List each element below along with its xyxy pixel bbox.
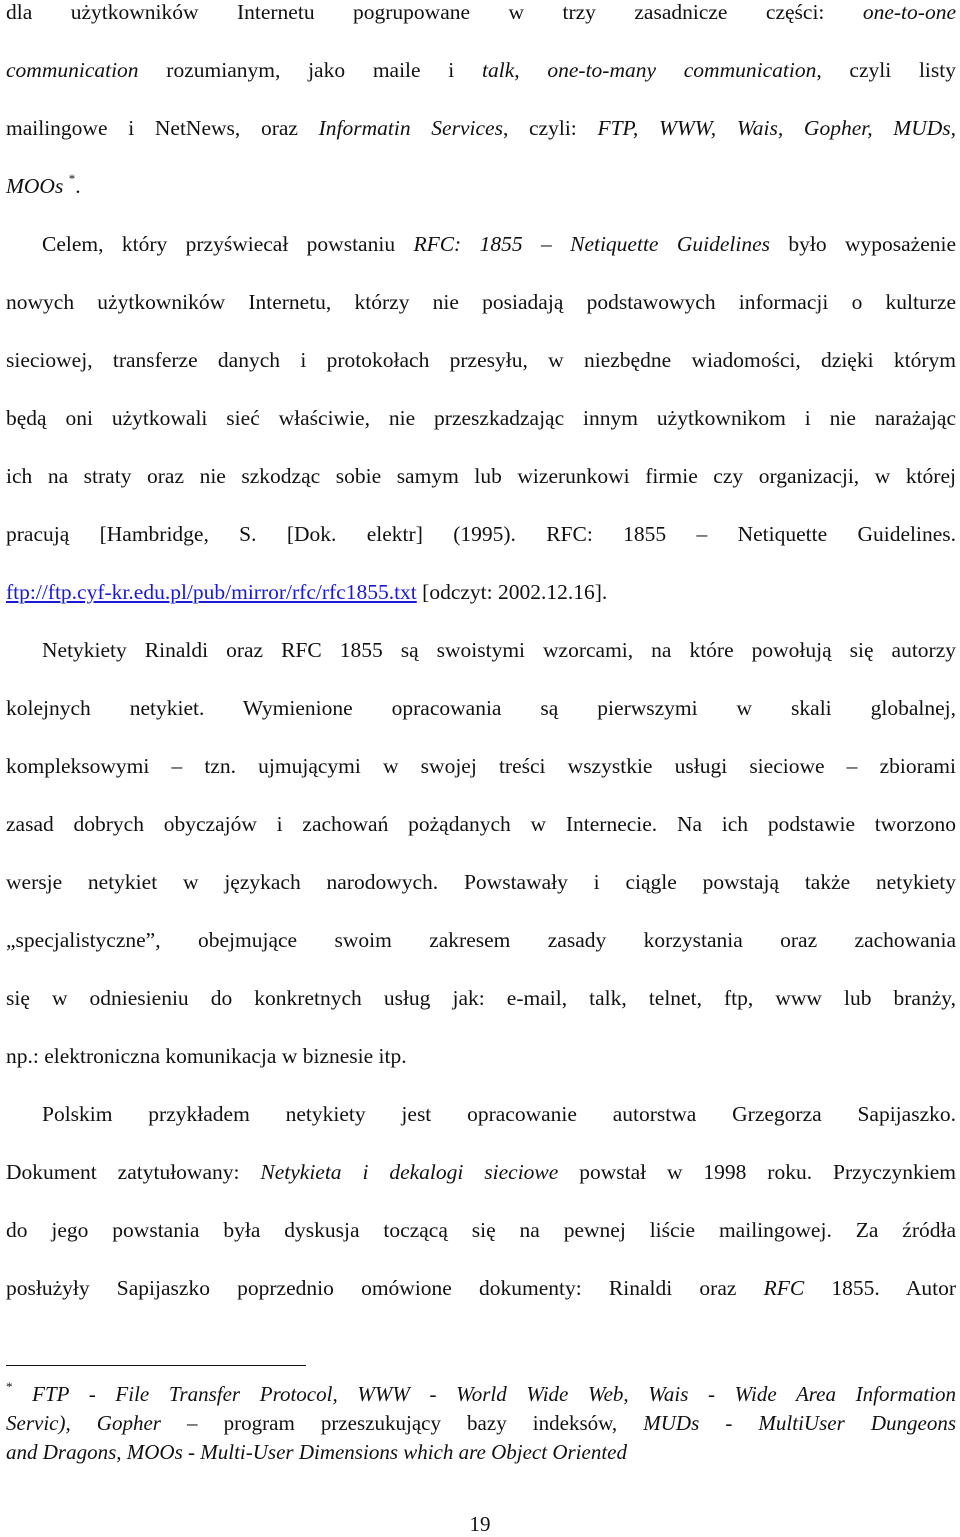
- text: powstał w 1998 roku. Przyczynkiem: [558, 1160, 956, 1184]
- p3-line-2: kolejnych netykiet. Wymienione opracowania są pierwszymi w skali globalnej,: [6, 696, 956, 720]
- text: rozumianym, jako maile i: [138, 58, 483, 82]
- p3-line-1: Netykiety Rinaldi oraz RFC 1855 są swoistymi wzorcami, na które powołują się autorzy: [42, 638, 956, 662]
- p4-line-2: [6, 1158, 956, 1186]
- text-italic: talk: [482, 58, 515, 82]
- footnote-marker[interactable]: *: [68, 170, 76, 186]
- p2-line-4: będą oni użytkowali sieć właściwie, nie przeszkadzając innym użytkownikom i nie narażając: [6, 406, 956, 430]
- rfc1855-link[interactable]: ftp://ftp.cyf-kr.edu.pl/pub/mirror/rfc/rfc1855.txt: [6, 580, 417, 604]
- text: 1855. Autor: [804, 1276, 956, 1300]
- p2-line-3: sieciowej, transferze danych i protokołach przesyłu, w niezbędne wiadomości, dzięki którym: [6, 348, 956, 372]
- p3-line-5: wersje netykiet w językach narodowych. Powstawały i ciągle powstają także netykiety: [6, 870, 956, 894]
- text: posłużyły Sapijaszko poprzednio omówione dokumenty: Rinaldi oraz: [6, 1276, 764, 1300]
- text-italic: Informatin Services: [318, 116, 503, 140]
- footnote-rule: [6, 1365, 306, 1366]
- footnote-line-3: [6, 1438, 956, 1466]
- text-italic: RFC: 1855 – Netiquette Guidelines: [413, 232, 770, 256]
- p3-line-6: „specjalistyczne”, obejmujące swoim zakresem zasady korzystania oraz zachowania: [6, 928, 956, 952]
- p2-line-5: ich na straty oraz nie szkodząc sobie samym lub wizerunkowi firmie czy organizacji, w której: [6, 464, 956, 488]
- p2-line-7: [6, 578, 956, 606]
- text: było wyposażenie: [770, 232, 957, 256]
- text-italic: one-to-one: [862, 0, 956, 24]
- p4-line-4: [6, 1274, 956, 1302]
- p3-line-4: zasad dobrych obyczajów i zachowań pożądanych w Internecie. Na ich podstawie tworzono: [6, 812, 956, 836]
- text-italic: MOOs: [6, 174, 64, 198]
- p3-line-3: kompleksowymi – tzn. ujmującymi w swojej treści wszystkie usługi sieciowe – zbiorami: [6, 754, 956, 778]
- p1-line-3: [6, 114, 956, 142]
- p1-line-2: [6, 56, 956, 84]
- text: , czyli:: [502, 116, 598, 140]
- text: dla użytkowników Internetu pogrupowane w trzy zasadnicze części:: [6, 0, 863, 24]
- p2-line-6: pracują [Hambridge, S. [Dok. elektr] (1995). RFC: 1855 – Netiquette Guidelines.: [6, 522, 956, 546]
- text: ,: [514, 58, 548, 82]
- p2-line-1: [42, 230, 956, 258]
- page-number: 19: [469, 1512, 491, 1536]
- p3-line-7: się w odniesieniu do konkretnych usług jak: e-mail, talk, telnet, ftp, www lub branży,: [6, 986, 956, 1010]
- text: mailingowe i NetNews, oraz: [6, 116, 319, 140]
- p4-line-1: Polskim przykładem netykiety jest opracowanie autorstwa Grzegorza Sapijaszko.: [42, 1102, 956, 1126]
- text-italic: FTP, WWW, Wais, Gopher, MUDs,: [597, 116, 956, 140]
- text-italic: RFC: [763, 1276, 805, 1300]
- p1-line-1: [6, 0, 956, 26]
- footnote-line-1: [6, 1380, 956, 1408]
- footnote-line-2: [6, 1409, 956, 1437]
- text: – program przeszukujący bazy indeksów,: [160, 1411, 644, 1435]
- text-italic: Servic), Gopher: [6, 1411, 161, 1435]
- text-italic: FTP - File Transfer Protocol, WWW - World Wide Web, Wais - Wide Area Information: [12, 1382, 956, 1406]
- text-italic: MUDs - MultiUser Dungeons: [643, 1411, 956, 1435]
- text: [odczyt: 2002.12.16].: [416, 580, 608, 604]
- p4-line-3: do jego powstania była dyskusja toczącą się na pewnej liście mailingowej. Za źródła: [6, 1218, 956, 1242]
- footnote-mark: *: [6, 1379, 13, 1394]
- p1-line-4: [6, 172, 956, 200]
- text-italic: one-to-many communication: [547, 58, 817, 82]
- text: Celem, który przyświecał powstaniu: [42, 232, 414, 256]
- p2-line-2: nowych użytkowników Internetu, którzy nie posiadają podstawowych informacji o kulturze: [6, 290, 956, 314]
- text-italic: and Dragons, MOOs - Multi-User Dimensions which are Object Oriented: [6, 1440, 627, 1464]
- text: Dokument zatytułowany:: [6, 1160, 261, 1184]
- text: .: [75, 174, 81, 198]
- text-italic: communication: [6, 58, 139, 82]
- text-italic: Netykieta i dekalogi sieciowe: [260, 1160, 559, 1184]
- p3-line-8: np.: elektroniczna komunikacja w biznesie itp.: [6, 1044, 407, 1068]
- text: , czyli listy: [816, 58, 956, 82]
